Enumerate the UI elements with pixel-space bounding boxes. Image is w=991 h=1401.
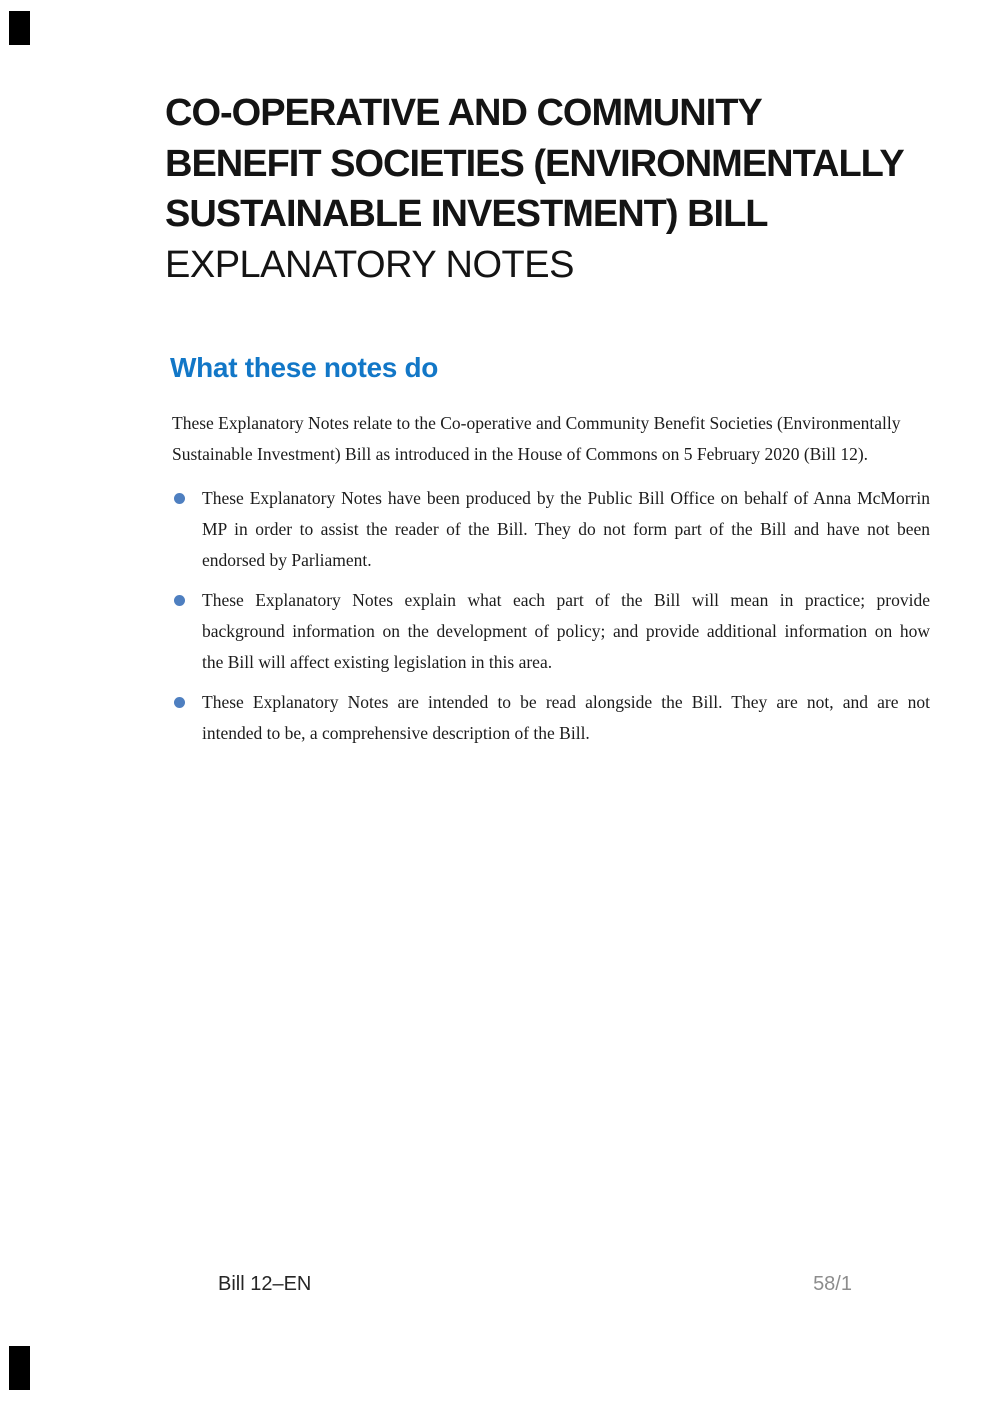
bullet-line: MP in order to assist the reader of the Bill. They do not form part of the Bill and have not been (202, 519, 930, 539)
intro-paragraph (172, 408, 962, 470)
bullet-icon (174, 595, 185, 606)
bullet-item-3 (172, 687, 930, 749)
bullet-item-2 (172, 585, 930, 678)
bullet-icon (174, 493, 185, 504)
title-line-2: BENEFIT SOCIETIES (ENVIRONMENTALLY (165, 142, 904, 185)
title-line-1: CO-OPERATIVE AND COMMUNITY (165, 92, 762, 134)
title-line-3: SUSTAINABLE INVESTMENT) BILL (165, 193, 768, 235)
registration-mark-bottom (9, 1346, 30, 1390)
section-heading: What these notes do (170, 352, 439, 383)
footer-bill-number: Bill 12–EN (218, 1273, 312, 1295)
intro-line: These Explanatory Notes relate to the Co-operative and Community Benefit Societies (Environmentally (172, 413, 901, 433)
bullet-line: These Explanatory Notes explain what each part of the Bill will mean in practice; provide (202, 590, 930, 610)
bullet-line: background information on the development of policy; and provide additional information on how (202, 621, 930, 641)
intro-line: Sustainable Investment) Bill as introduced in the House of Commons on 5 February 2020 (Bill 12). (172, 444, 869, 464)
document-subtitle: EXPLANATORY NOTES (165, 243, 574, 286)
bullet-icon (174, 697, 185, 708)
bullet-line: the Bill will affect existing legislation in this area. (202, 652, 553, 672)
bullet-list (172, 483, 930, 758)
registration-mark-top (9, 11, 30, 45)
bullet-item-1 (172, 483, 930, 576)
bullet-line: endorsed by Parliament. (202, 550, 372, 570)
footer-session-number: 58/1 (813, 1273, 852, 1295)
bullet-line: These Explanatory Notes are intended to be read alongside the Bill. They are not, and are not (202, 692, 930, 712)
bullet-line: These Explanatory Notes have been produced by the Public Bill Office on behalf of Anna McMorrin (202, 488, 930, 508)
bullet-line: intended to be, a comprehensive description of the Bill. (202, 723, 590, 743)
document-title (165, 88, 975, 290)
